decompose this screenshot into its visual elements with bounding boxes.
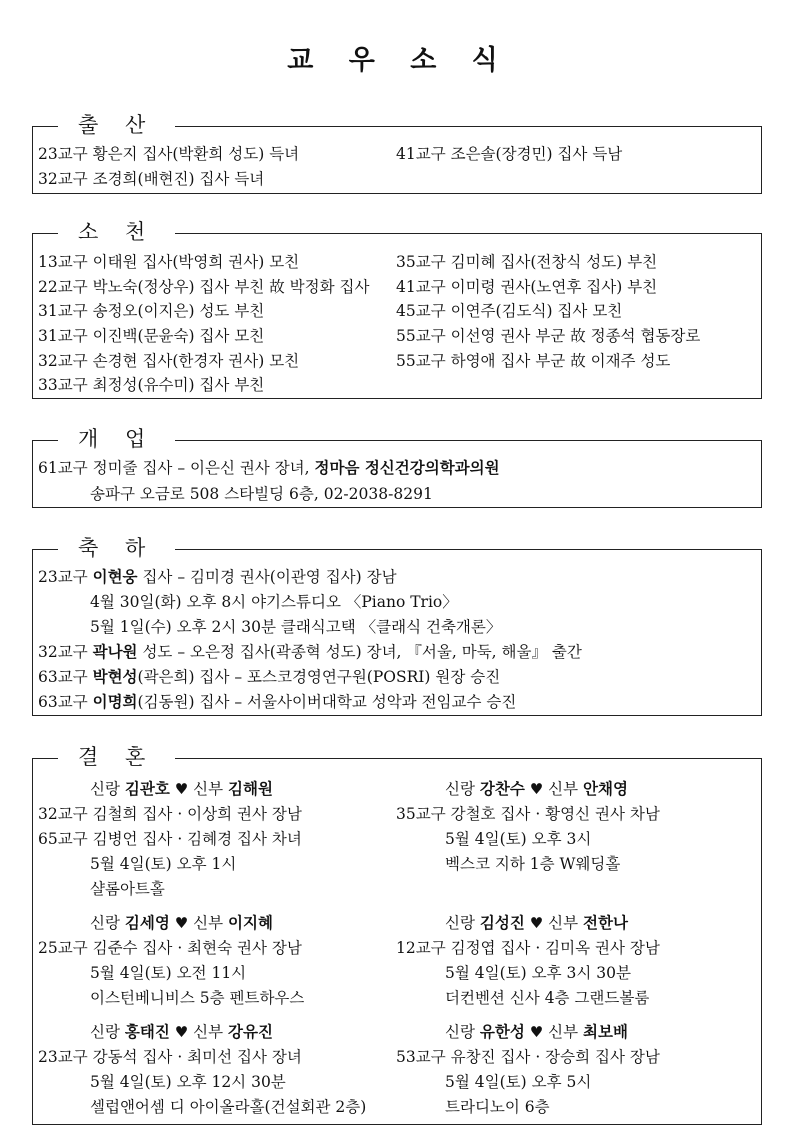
couple-venue: 셀럽앤어셈 디 아이올라홀(건설회관 2층) [90, 1098, 367, 1116]
opening-text: 61교구 정미줄 집사 – 이은신 권사 장녀, [38, 459, 315, 477]
opening-line [38, 457, 500, 479]
couple-names [90, 778, 273, 800]
couple-venue: 더컨벤션 신사 4층 그랜드볼룸 [445, 989, 650, 1007]
bride-label: 신부 [548, 1023, 579, 1041]
congrats-item [38, 641, 582, 663]
birth-item: 41교구 조은솔(장경민) 집사 득남 [396, 145, 623, 163]
heart-icon: ♥ [529, 780, 544, 798]
congrats-district: 63교구 [38, 693, 93, 711]
couple-names [445, 912, 628, 934]
couple-venue: 이스턴베니비스 5층 펜트하우스 [90, 989, 305, 1007]
couple-names [90, 1021, 273, 1043]
couple-venue: 샬롬아트홀 [90, 880, 165, 898]
bride-name: 강유진 [228, 1022, 273, 1041]
couple-family: 25교구 김준수 집사 · 최현숙 권사 장남 [38, 939, 302, 957]
funeral-item: 32교구 손경현 집사(한경자 권사) 모친 [38, 352, 300, 370]
groom-name: 유한성 [479, 1022, 525, 1041]
groom-name: 김세영 [124, 913, 170, 932]
couple-names [445, 778, 628, 800]
heart-icon: ♥ [174, 780, 189, 798]
opening-heading: 개 업 [58, 426, 175, 452]
birth-item: 32교구 조경희(배현진) 집사 득녀 [38, 170, 265, 188]
groom-label: 신랑 [90, 780, 120, 798]
groom-name: 강찬수 [479, 779, 525, 798]
congrats-district: 32교구 [38, 643, 93, 661]
couple-venue: 벡스코 지하 1층 W웨딩홀 [445, 855, 621, 873]
bride-name: 최보배 [583, 1022, 628, 1041]
couple-family: 35교구 강철호 집사 · 황영신 권사 차남 [396, 805, 660, 823]
funeral-item: 13교구 이태원 집사(박영희 권사) 모친 [38, 253, 300, 271]
congrats-text: (곽은희) 집사 – 포스코경영연구원(POSRI) 원장 승진 [137, 668, 501, 686]
couple-venue: 트라디노이 6층 [445, 1098, 550, 1116]
heart-icon: ♥ [529, 1023, 544, 1041]
congrats-text: 성도 – 오은정 집사(곽종혁 성도) 장녀, 『서울, 마둑, 해울』 출간 [137, 643, 582, 661]
heart-icon: ♥ [174, 1023, 189, 1041]
opening-address: 송파구 오금로 508 스타빌딩 6층, 02-2038-8291 [90, 485, 433, 503]
groom-name: 홍태진 [124, 1022, 170, 1041]
funeral-item: 35교구 김미혜 집사(전창식 성도) 부친 [396, 253, 658, 271]
couple-datetime: 5월 4일(토) 오후 5시 [445, 1073, 592, 1091]
congrats-name: 곽나원 [92, 642, 138, 661]
congrats-text: (김동원) 집사 – 서울사이버대학교 성악과 전임교수 승진 [137, 693, 517, 711]
couple-family: 53교구 유창진 집사 · 장승희 집사 장남 [396, 1048, 660, 1066]
couple-datetime: 5월 4일(토) 오후 1시 [90, 855, 237, 873]
groom-name: 김관호 [124, 779, 170, 798]
congrats-name: 이현웅 [92, 567, 138, 586]
congrats-item [90, 591, 458, 613]
couple-family: 65교구 김병언 집사 · 김혜경 집사 차녀 [38, 830, 302, 848]
birth-item: 23교구 황은지 집사(박환희 성도) 득녀 [38, 145, 300, 163]
couple-family: 23교구 강동석 집사 · 최미선 집사 장녀 [38, 1048, 302, 1066]
congrats-text: 5월 1일(수) 오후 2시 30분 클래식고택 〈클래식 건축개론〉 [90, 618, 502, 636]
funeral-item: 55교구 하영애 집사 부군 故 이재주 성도 [396, 352, 671, 370]
congrats-item [38, 691, 516, 713]
congrats-item [38, 566, 397, 588]
heart-icon: ♥ [529, 914, 544, 932]
congrats-text: 집사 – 김미경 권사(이관영 집사) 장남 [137, 568, 397, 586]
groom-label: 신랑 [445, 914, 475, 932]
couple-names [90, 912, 273, 934]
wedding-heading: 결 혼 [58, 744, 175, 770]
bride-label: 신부 [548, 914, 579, 932]
bride-label: 신부 [193, 780, 224, 798]
funeral-item: 45교구 이연주(김도식) 집사 모친 [396, 302, 623, 320]
funeral-item: 33교구 최정성(유수미) 집사 부친 [38, 376, 265, 394]
groom-label: 신랑 [90, 1023, 120, 1041]
congrats-item [90, 616, 501, 638]
couple-datetime: 5월 4일(토) 오전 11시 [90, 964, 247, 982]
birth-heading: 출 산 [58, 112, 175, 138]
congrats-name: 이명희 [92, 692, 138, 711]
couple-family: 12교구 김정엽 집사 · 김미옥 권사 장남 [396, 939, 660, 957]
couple-datetime: 5월 4일(토) 오후 3시 [445, 830, 592, 848]
congrats-item [38, 666, 500, 688]
funeral-item: 31교구 송정오(이지은) 성도 부친 [38, 302, 265, 320]
funeral-item: 31교구 이진백(문윤숙) 집사 모친 [38, 327, 265, 345]
bride-name: 김해원 [228, 779, 273, 798]
couple-datetime: 5월 4일(토) 오후 3시 30분 [445, 964, 631, 982]
congrats-district: 63교구 [38, 668, 93, 686]
couple-names [445, 1021, 628, 1043]
groom-name: 김성진 [479, 913, 525, 932]
bride-name: 이지혜 [228, 913, 273, 932]
congrats-text: 4월 30일(화) 오후 8시 야기스튜디오 〈Piano Trio〉 [90, 593, 458, 611]
groom-label: 신랑 [445, 1023, 475, 1041]
clinic-name: 정마음 정신건강의학과의원 [314, 458, 500, 477]
groom-label: 신랑 [90, 914, 120, 932]
funeral-item: 55교구 이선영 권사 부군 故 정종석 협동장로 [396, 327, 701, 345]
congrats-district: 23교구 [38, 568, 93, 586]
groom-label: 신랑 [445, 780, 475, 798]
bride-label: 신부 [193, 914, 224, 932]
congrats-heading: 축 하 [58, 535, 175, 561]
couple-datetime: 5월 4일(토) 오후 12시 30분 [90, 1073, 286, 1091]
bride-label: 신부 [548, 780, 579, 798]
page-title: 교 우 소 식 [287, 45, 511, 76]
bride-name: 전한나 [583, 913, 628, 932]
bride-label: 신부 [193, 1023, 224, 1041]
funeral-item: 41교구 이미령 권사(노연후 집사) 부친 [396, 278, 658, 296]
funeral-heading: 소 천 [58, 219, 175, 245]
couple-family: 32교구 김철희 집사 · 이상희 권사 장남 [38, 805, 302, 823]
funeral-item: 22교구 박노숙(정상우) 집사 부친 故 박정화 집사 [38, 278, 370, 296]
congrats-name: 박현성 [92, 667, 138, 686]
bride-name: 안채영 [583, 779, 628, 798]
heart-icon: ♥ [174, 914, 189, 932]
